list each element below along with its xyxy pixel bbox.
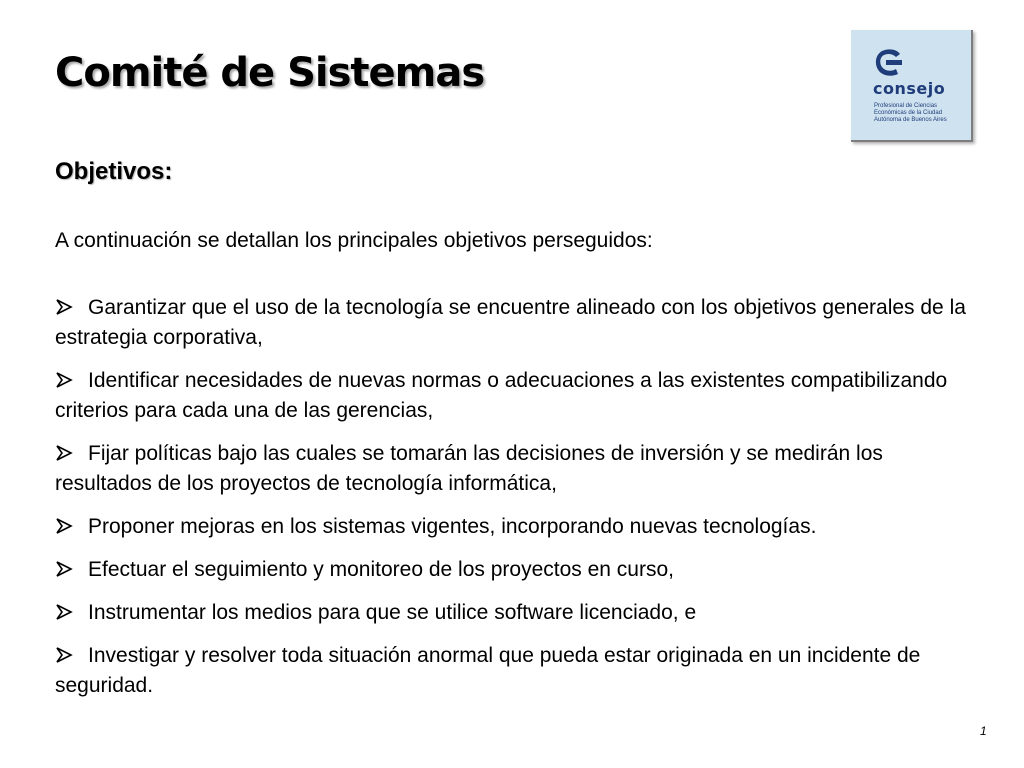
slide-title: Comité de Sistemas [55,50,485,96]
arrow-bullet-icon [55,603,75,621]
objective-item [55,293,985,353]
objective-text: Identificar necesidades de nuevas normas o adecuaciones a las existentes compatibilizando criterios para cada una de las gerencias, [55,369,948,422]
arrow-bullet-icon [55,298,75,316]
page-number: 1 [980,724,987,738]
objective-text: Garantizar que el uso de la tecnología se encuentre alineado con los objetivos generales de la estrategia corporativa, [55,296,966,349]
consejo-logo [851,30,973,142]
intro-text: A continuación se detallan los principales objetivos perseguidos: [55,229,653,252]
objective-item [55,439,985,499]
logo-subtitle-line: Autónoma de Buenos Aires [874,117,947,123]
objective-item [55,512,985,542]
objective-item [55,555,985,585]
objective-item [55,366,985,426]
arrow-bullet-icon [55,560,75,578]
arrow-bullet-icon [55,371,75,389]
objective-text: Proponer mejoras en los sistemas vigentes, incorporando nuevas tecnologías. [88,515,817,538]
objective-text: Investigar y resolver toda situación anormal que pueda estar originada en un incidente de seguridad. [55,644,921,697]
arrow-bullet-icon [55,444,75,462]
arrow-bullet-icon [55,646,75,664]
logo-subtitle [874,103,947,124]
logo-subtitle-line: Económicas de la Ciudad [874,110,943,116]
section-heading: Objetivos: [55,158,173,185]
consejo-logo-icon [872,48,906,78]
logo-wordmark: consejo [873,79,946,98]
objective-text: Instrumentar los medios para que se utilice software licenciado, e [88,601,697,624]
objective-item [55,641,985,701]
objective-text: Fijar políticas bajo las cuales se tomarán las decisiones de inversión y se medirán los resultados de los proyectos de tecnología informática, [55,442,883,495]
arrow-bullet-icon [55,517,75,535]
objective-item [55,598,985,628]
objectives-list [55,293,985,714]
logo-subtitle-line: Profesional de Ciencias [874,103,938,109]
objective-text: Efectuar el seguimiento y monitoreo de los proyectos en curso, [88,558,674,581]
